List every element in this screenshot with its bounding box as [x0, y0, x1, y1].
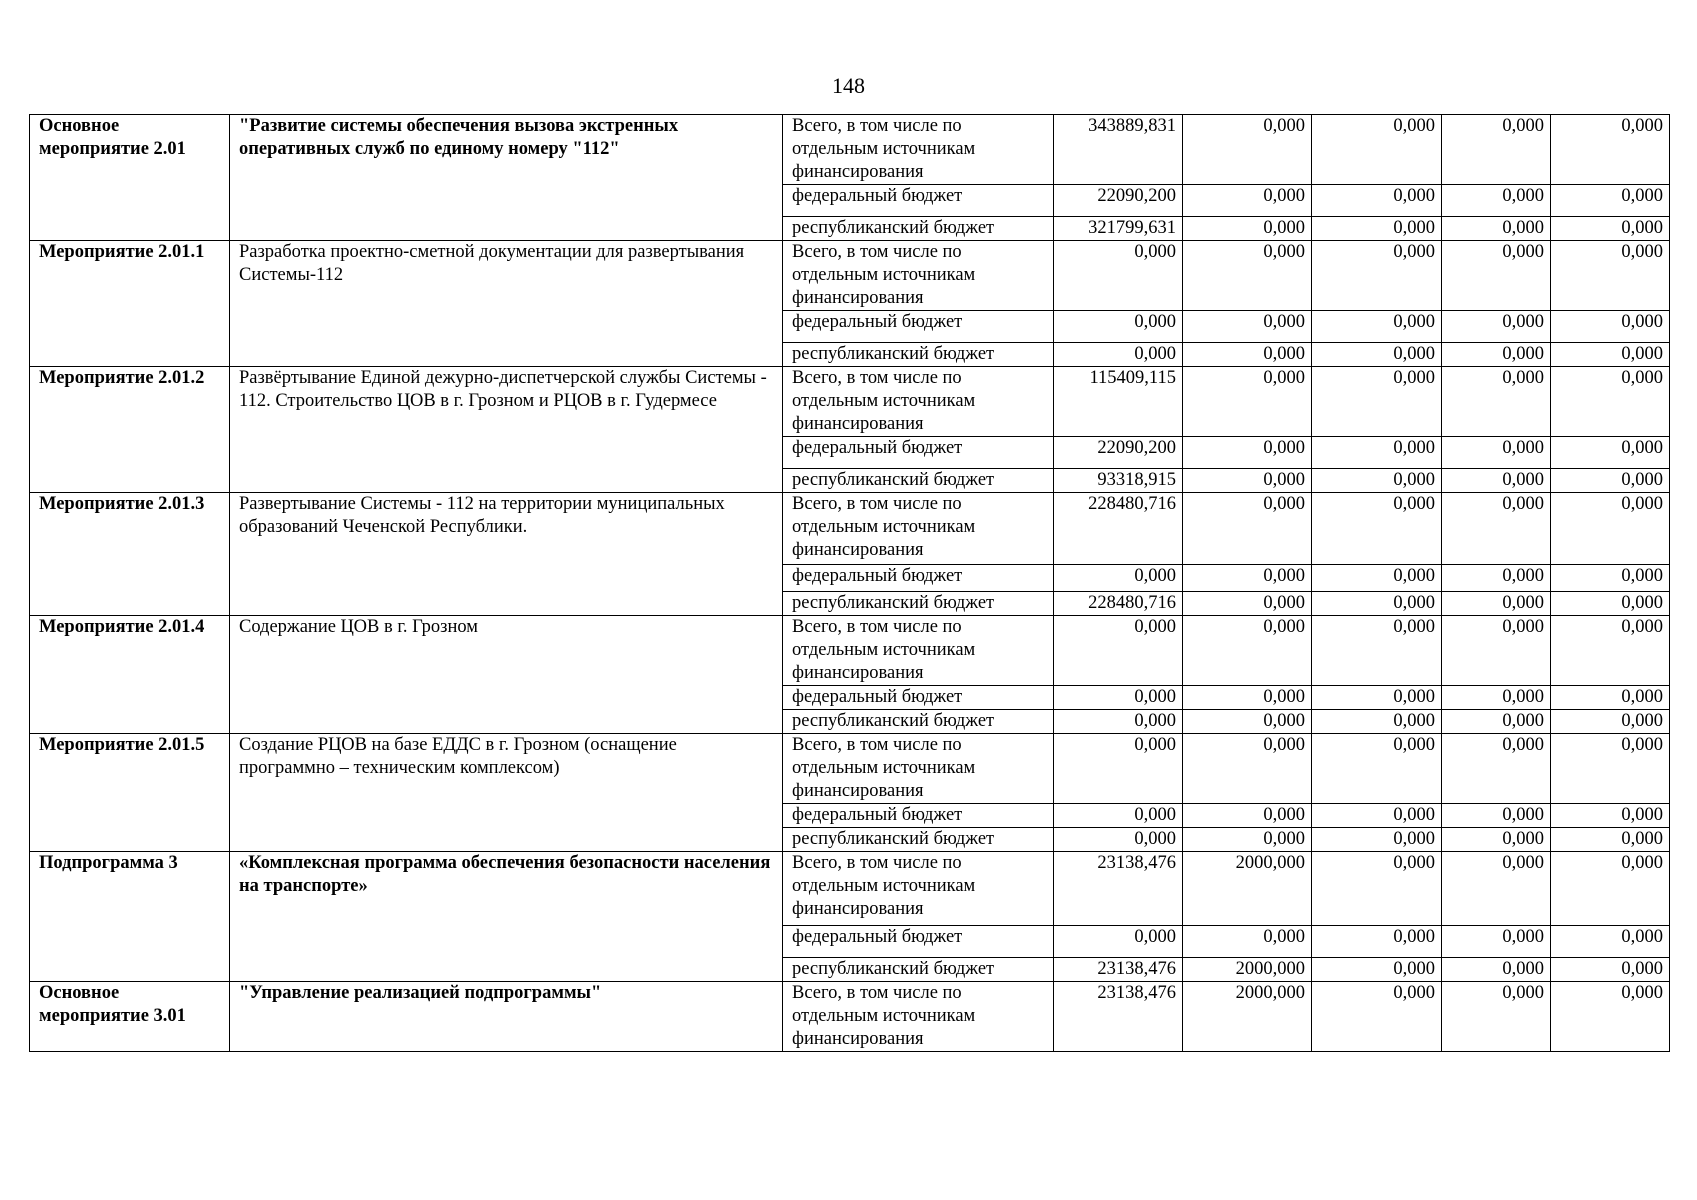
amount-cell: 0,000	[1183, 828, 1312, 852]
total-financing-label: Всего, в том числе по отдельным источникам финансирования	[783, 852, 1054, 926]
amount-cell: 0,000	[1312, 185, 1442, 217]
federal-budget-label: федеральный бюджет	[783, 804, 1054, 828]
amount-cell: 0,000	[1551, 804, 1670, 828]
republican-budget-label: республиканский бюджет	[783, 343, 1054, 367]
table-row	[30, 852, 1670, 926]
amount-cell: 0,000	[1183, 804, 1312, 828]
amount-cell: 0,000	[1551, 686, 1670, 710]
amount-cell: 0,000	[1442, 982, 1551, 1052]
activity-title: Разработка проектно-сметной документации для развертывания Системы-112	[230, 241, 783, 367]
amount-cell: 0,000	[1442, 493, 1551, 565]
republican-budget-label: республиканский бюджет	[783, 828, 1054, 852]
amount-cell: 0,000	[1312, 926, 1442, 958]
amount-cell: 0,000	[1054, 734, 1183, 804]
table-row	[30, 982, 1670, 1052]
amount-cell: 343889,831	[1054, 115, 1183, 185]
amount-cell: 0,000	[1312, 828, 1442, 852]
amount-cell: 0,000	[1312, 343, 1442, 367]
amount-cell: 0,000	[1442, 311, 1551, 343]
amount-cell: 0,000	[1312, 616, 1442, 686]
amount-cell: 0,000	[1551, 185, 1670, 217]
activity-code: Мероприятие 2.01.1	[30, 241, 230, 367]
amount-cell: 0,000	[1442, 343, 1551, 367]
amount-cell: 321799,631	[1054, 217, 1183, 241]
amount-cell: 0,000	[1183, 710, 1312, 734]
total-financing-label: Всего, в том числе по отдельным источникам финансирования	[783, 241, 1054, 311]
amount-cell: 0,000	[1183, 734, 1312, 804]
amount-cell: 0,000	[1183, 926, 1312, 958]
amount-cell: 0,000	[1312, 565, 1442, 592]
amount-cell: 0,000	[1312, 437, 1442, 469]
amount-cell: 0,000	[1442, 115, 1551, 185]
amount-cell: 2000,000	[1183, 958, 1312, 982]
total-financing-label: Всего, в том числе по отдельным источникам финансирования	[783, 616, 1054, 686]
amount-cell: 0,000	[1183, 493, 1312, 565]
total-financing-label: Всего, в том числе по отдельным источникам финансирования	[783, 367, 1054, 437]
amount-cell: 0,000	[1442, 828, 1551, 852]
amount-cell: 0,000	[1183, 469, 1312, 493]
amount-cell: 0,000	[1551, 437, 1670, 469]
amount-cell: 0,000	[1312, 982, 1442, 1052]
total-financing-label: Всего, в том числе по отдельным источникам финансирования	[783, 493, 1054, 565]
table-row	[30, 493, 1670, 565]
amount-cell: 23138,476	[1054, 958, 1183, 982]
amount-cell: 0,000	[1183, 367, 1312, 437]
amount-cell: 0,000	[1551, 115, 1670, 185]
activity-title: Создание РЦОВ на базе ЕДДС в г. Грозном (оснащение программно – техническим комплексом)	[230, 734, 783, 852]
amount-cell: 0,000	[1183, 437, 1312, 469]
amount-cell: 0,000	[1183, 311, 1312, 343]
amount-cell: 0,000	[1183, 565, 1312, 592]
activity-code: Мероприятие 2.01.4	[30, 616, 230, 734]
amount-cell: 0,000	[1312, 734, 1442, 804]
amount-cell: 0,000	[1312, 592, 1442, 616]
amount-cell: 0,000	[1312, 367, 1442, 437]
amount-cell: 0,000	[1312, 241, 1442, 311]
amount-cell: 0,000	[1312, 958, 1442, 982]
amount-cell: 0,000	[1312, 217, 1442, 241]
amount-cell: 0,000	[1054, 616, 1183, 686]
amount-cell: 0,000	[1551, 592, 1670, 616]
amount-cell: 0,000	[1054, 710, 1183, 734]
amount-cell: 0,000	[1442, 958, 1551, 982]
amount-cell: 115409,115	[1054, 367, 1183, 437]
amount-cell: 0,000	[1054, 804, 1183, 828]
amount-cell: 0,000	[1551, 616, 1670, 686]
table-row	[30, 241, 1670, 311]
amount-cell: 0,000	[1183, 185, 1312, 217]
total-financing-label: Всего, в том числе по отдельным источникам финансирования	[783, 734, 1054, 804]
amount-cell: 0,000	[1312, 686, 1442, 710]
amount-cell: 23138,476	[1054, 852, 1183, 926]
amount-cell: 0,000	[1183, 241, 1312, 311]
total-financing-label: Всего, в том числе по отдельным источникам финансирования	[783, 982, 1054, 1052]
federal-budget-label: федеральный бюджет	[783, 926, 1054, 958]
amount-cell: 23138,476	[1054, 982, 1183, 1052]
amount-cell: 0,000	[1183, 686, 1312, 710]
republican-budget-label: республиканский бюджет	[783, 217, 1054, 241]
amount-cell: 0,000	[1054, 311, 1183, 343]
activity-code: Мероприятие 2.01.2	[30, 367, 230, 493]
amount-cell: 22090,200	[1054, 185, 1183, 217]
federal-budget-label: федеральный бюджет	[783, 686, 1054, 710]
republican-budget-label: республиканский бюджет	[783, 958, 1054, 982]
amount-cell: 0,000	[1551, 565, 1670, 592]
amount-cell: 0,000	[1442, 686, 1551, 710]
amount-cell: 0,000	[1442, 734, 1551, 804]
amount-cell: 2000,000	[1183, 852, 1312, 926]
amount-cell: 0,000	[1312, 710, 1442, 734]
amount-cell: 0,000	[1054, 565, 1183, 592]
page-number: 148	[832, 73, 865, 98]
amount-cell: 0,000	[1054, 241, 1183, 311]
amount-cell: 0,000	[1551, 493, 1670, 565]
table-row	[30, 115, 1670, 185]
activity-title: Развертывание Системы - 112 на территории муниципальных образований Чеченской Республики.	[230, 493, 783, 616]
amount-cell: 22090,200	[1054, 437, 1183, 469]
amount-cell: 0,000	[1551, 982, 1670, 1052]
amount-cell: 0,000	[1312, 115, 1442, 185]
amount-cell: 0,000	[1183, 343, 1312, 367]
amount-cell: 0,000	[1442, 367, 1551, 437]
activity-title: "Управление реализацией подпрограммы"	[230, 982, 783, 1052]
federal-budget-label: федеральный бюджет	[783, 185, 1054, 217]
amount-cell: 0,000	[1054, 686, 1183, 710]
federal-budget-label: федеральный бюджет	[783, 565, 1054, 592]
amount-cell: 0,000	[1551, 710, 1670, 734]
amount-cell: 0,000	[1442, 217, 1551, 241]
amount-cell: 0,000	[1551, 217, 1670, 241]
total-financing-label: Всего, в том числе по отдельным источникам финансирования	[783, 115, 1054, 185]
amount-cell: 0,000	[1183, 217, 1312, 241]
republican-budget-label: республиканский бюджет	[783, 469, 1054, 493]
amount-cell: 0,000	[1442, 185, 1551, 217]
amount-cell: 0,000	[1312, 852, 1442, 926]
activity-code: Подпрограмма 3	[30, 852, 230, 982]
amount-cell: 0,000	[1312, 311, 1442, 343]
activity-code: Основное мероприятие 2.01	[30, 115, 230, 241]
table-row	[30, 616, 1670, 686]
activity-code: Мероприятие 2.01.5	[30, 734, 230, 852]
federal-budget-label: федеральный бюджет	[783, 437, 1054, 469]
activity-title: "Развитие системы обеспечения вызова экстренных оперативных служб по единому номеру "112"	[230, 115, 783, 241]
activity-code: Мероприятие 2.01.3	[30, 493, 230, 616]
amount-cell: 0,000	[1551, 734, 1670, 804]
amount-cell: 0,000	[1183, 115, 1312, 185]
table-row	[30, 367, 1670, 437]
amount-cell: 0,000	[1054, 926, 1183, 958]
amount-cell: 0,000	[1312, 493, 1442, 565]
republican-budget-label: республиканский бюджет	[783, 710, 1054, 734]
amount-cell: 0,000	[1442, 616, 1551, 686]
amount-cell: 0,000	[1551, 343, 1670, 367]
amount-cell: 0,000	[1183, 616, 1312, 686]
amount-cell: 0,000	[1442, 852, 1551, 926]
amount-cell: 0,000	[1183, 592, 1312, 616]
amount-cell: 0,000	[1442, 565, 1551, 592]
amount-cell: 0,000	[1551, 926, 1670, 958]
amount-cell: 0,000	[1054, 343, 1183, 367]
amount-cell: 0,000	[1442, 926, 1551, 958]
amount-cell: 0,000	[1551, 852, 1670, 926]
amount-cell: 0,000	[1054, 828, 1183, 852]
activity-title: «Комплексная программа обеспечения безопасности населения на транспорте»	[230, 852, 783, 982]
amount-cell: 0,000	[1551, 241, 1670, 311]
amount-cell: 0,000	[1442, 710, 1551, 734]
amount-cell: 0,000	[1442, 241, 1551, 311]
amount-cell: 0,000	[1312, 469, 1442, 493]
amount-cell: 0,000	[1551, 469, 1670, 493]
amount-cell: 0,000	[1442, 437, 1551, 469]
amount-cell: 0,000	[1551, 958, 1670, 982]
activity-title: Содержание ЦОВ в г. Грозном	[230, 616, 783, 734]
amount-cell: 0,000	[1551, 828, 1670, 852]
amount-cell: 0,000	[1551, 311, 1670, 343]
amount-cell: 228480,716	[1054, 592, 1183, 616]
amount-cell: 228480,716	[1054, 493, 1183, 565]
amount-cell: 0,000	[1442, 804, 1551, 828]
table-row	[30, 734, 1670, 804]
amount-cell: 0,000	[1551, 367, 1670, 437]
amount-cell: 0,000	[1312, 804, 1442, 828]
federal-budget-label: федеральный бюджет	[783, 311, 1054, 343]
amount-cell: 0,000	[1442, 469, 1551, 493]
funding-table	[29, 114, 1670, 1052]
activity-code: Основное мероприятие 3.01	[30, 982, 230, 1052]
amount-cell: 93318,915	[1054, 469, 1183, 493]
activity-title: Развёртывание Единой дежурно-диспетчерской службы Системы - 112. Строительство ЦОВ в г. Грозном и РЦОВ в г. Гудермесе	[230, 367, 783, 493]
amount-cell: 2000,000	[1183, 982, 1312, 1052]
republican-budget-label: республиканский бюджет	[783, 592, 1054, 616]
amount-cell: 0,000	[1442, 592, 1551, 616]
